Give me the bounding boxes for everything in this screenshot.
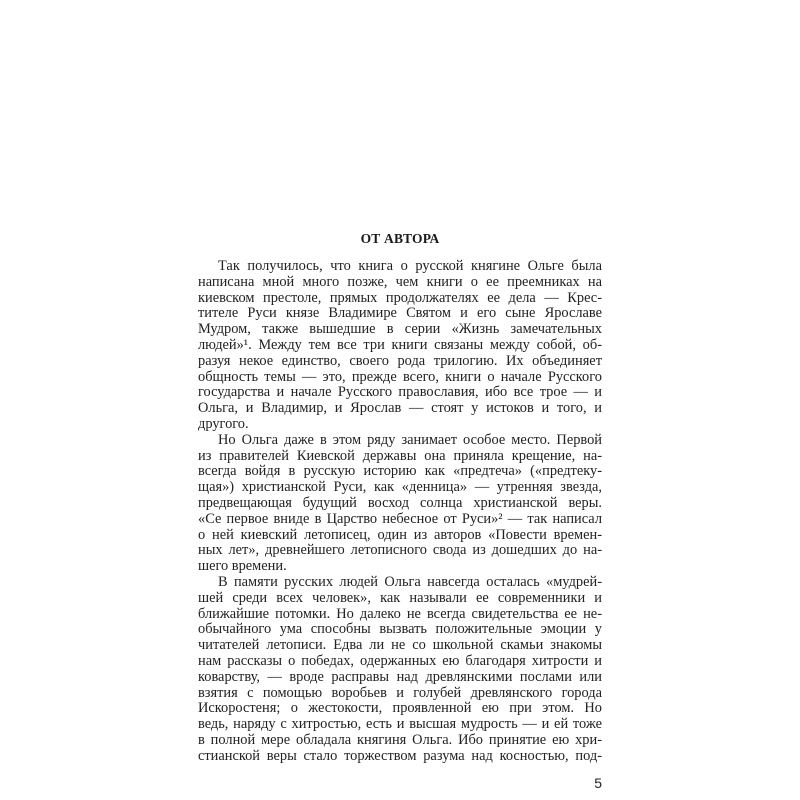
text-line: щая») христианской Руси, как «денница» — утренняя звезда,: [198, 479, 602, 496]
text-line: тителе Руси князе Владимире Святом и его сыне Ярославе: [198, 305, 602, 322]
text-line: Но Ольга даже в этом ряду занимает особое место. Первой: [218, 431, 602, 448]
text-line: стианской веры стало торжеством разума над косностью, под-: [198, 747, 602, 764]
text-line: обычайного ума способны вызвать положительные эмоции у: [198, 621, 602, 638]
paragraph: [198, 575, 602, 765]
text-line: В памяти русских людей Ольга навсегда осталась «мудрей-: [218, 573, 602, 590]
text-line: ных лет», древнейшего летописного свода из дошедших до на-: [198, 542, 602, 559]
text-line: Так получилось, что книга о русской княгине Ольге была: [218, 258, 602, 274]
chapter-heading: ОТ АВТОРА: [360, 231, 440, 246]
text-line: о ней киевский летописец, один из авторов «Повести времен-: [198, 526, 602, 543]
text-line: написана мной много позже, чем книги о ее преемниках на: [198, 273, 602, 290]
text-line: людей»¹. Между тем все три книги связаны между собой, об-: [198, 336, 602, 353]
text-line: разуя некое единство, своего рода трилогию. Их объединяет: [198, 352, 602, 369]
text-line: предвещающая будущий восход солнца христианской веры.: [198, 494, 602, 511]
text-line: всегда войдя в русскую историю как «предтеча» («предтеку-: [198, 463, 602, 480]
text-line: ближайшие потомки. Но далеко не всегда свидетельства ее не-: [198, 605, 602, 622]
text-line: взятия с помощью воробьев и голубей древлянского города: [198, 684, 602, 701]
page-number: 5: [594, 775, 602, 791]
text-line: шего времени.: [198, 558, 287, 575]
text-line: общность темы — это, прежде всего, книги о начале Русского: [198, 368, 602, 385]
body-text: [198, 259, 602, 765]
paragraph: [198, 259, 602, 433]
text-line: нам рассказы о победах, одержанных ею благодаря хитрости и: [198, 652, 602, 669]
paragraph: [198, 433, 602, 575]
text-line: коварству, — вроде расправы над древлянскими послами или: [198, 668, 602, 685]
text-line: государства и начале Русского православия, ибо все трое — и: [198, 384, 602, 401]
text-line: из правителей Киевской державы она приняла крещение, на-: [198, 447, 602, 464]
text-line: Мудром, также вышедшие в серии «Жизнь замечательных: [198, 321, 602, 338]
text-line: в полной мере обладала княгиня Ольга. Ибо принятие ею хри-: [198, 731, 602, 748]
text-line: Искоростеня; о жестокости, проявленной ею при этом. Но: [198, 700, 602, 717]
text-line: ведь, наряду с хитростью, есть и высшая мудрость — и ей тоже: [198, 716, 602, 733]
text-line: киевском престоле, прямых продолжателях ее дела — Крес-: [198, 289, 602, 306]
text-line: шей среди всех человек», как называли ее современники и: [198, 589, 602, 606]
text-line: другого.: [198, 415, 249, 432]
text-line: Ольга, и Владимир, и Ярослав — стоят у истоков и того, и: [198, 400, 602, 417]
text-line: читателей летописи. Едва ли не со школьной скамьи знакомы: [198, 637, 602, 654]
text-line: «Се первое вниде в Царство небесное от Руси»² — так написал: [198, 510, 602, 527]
